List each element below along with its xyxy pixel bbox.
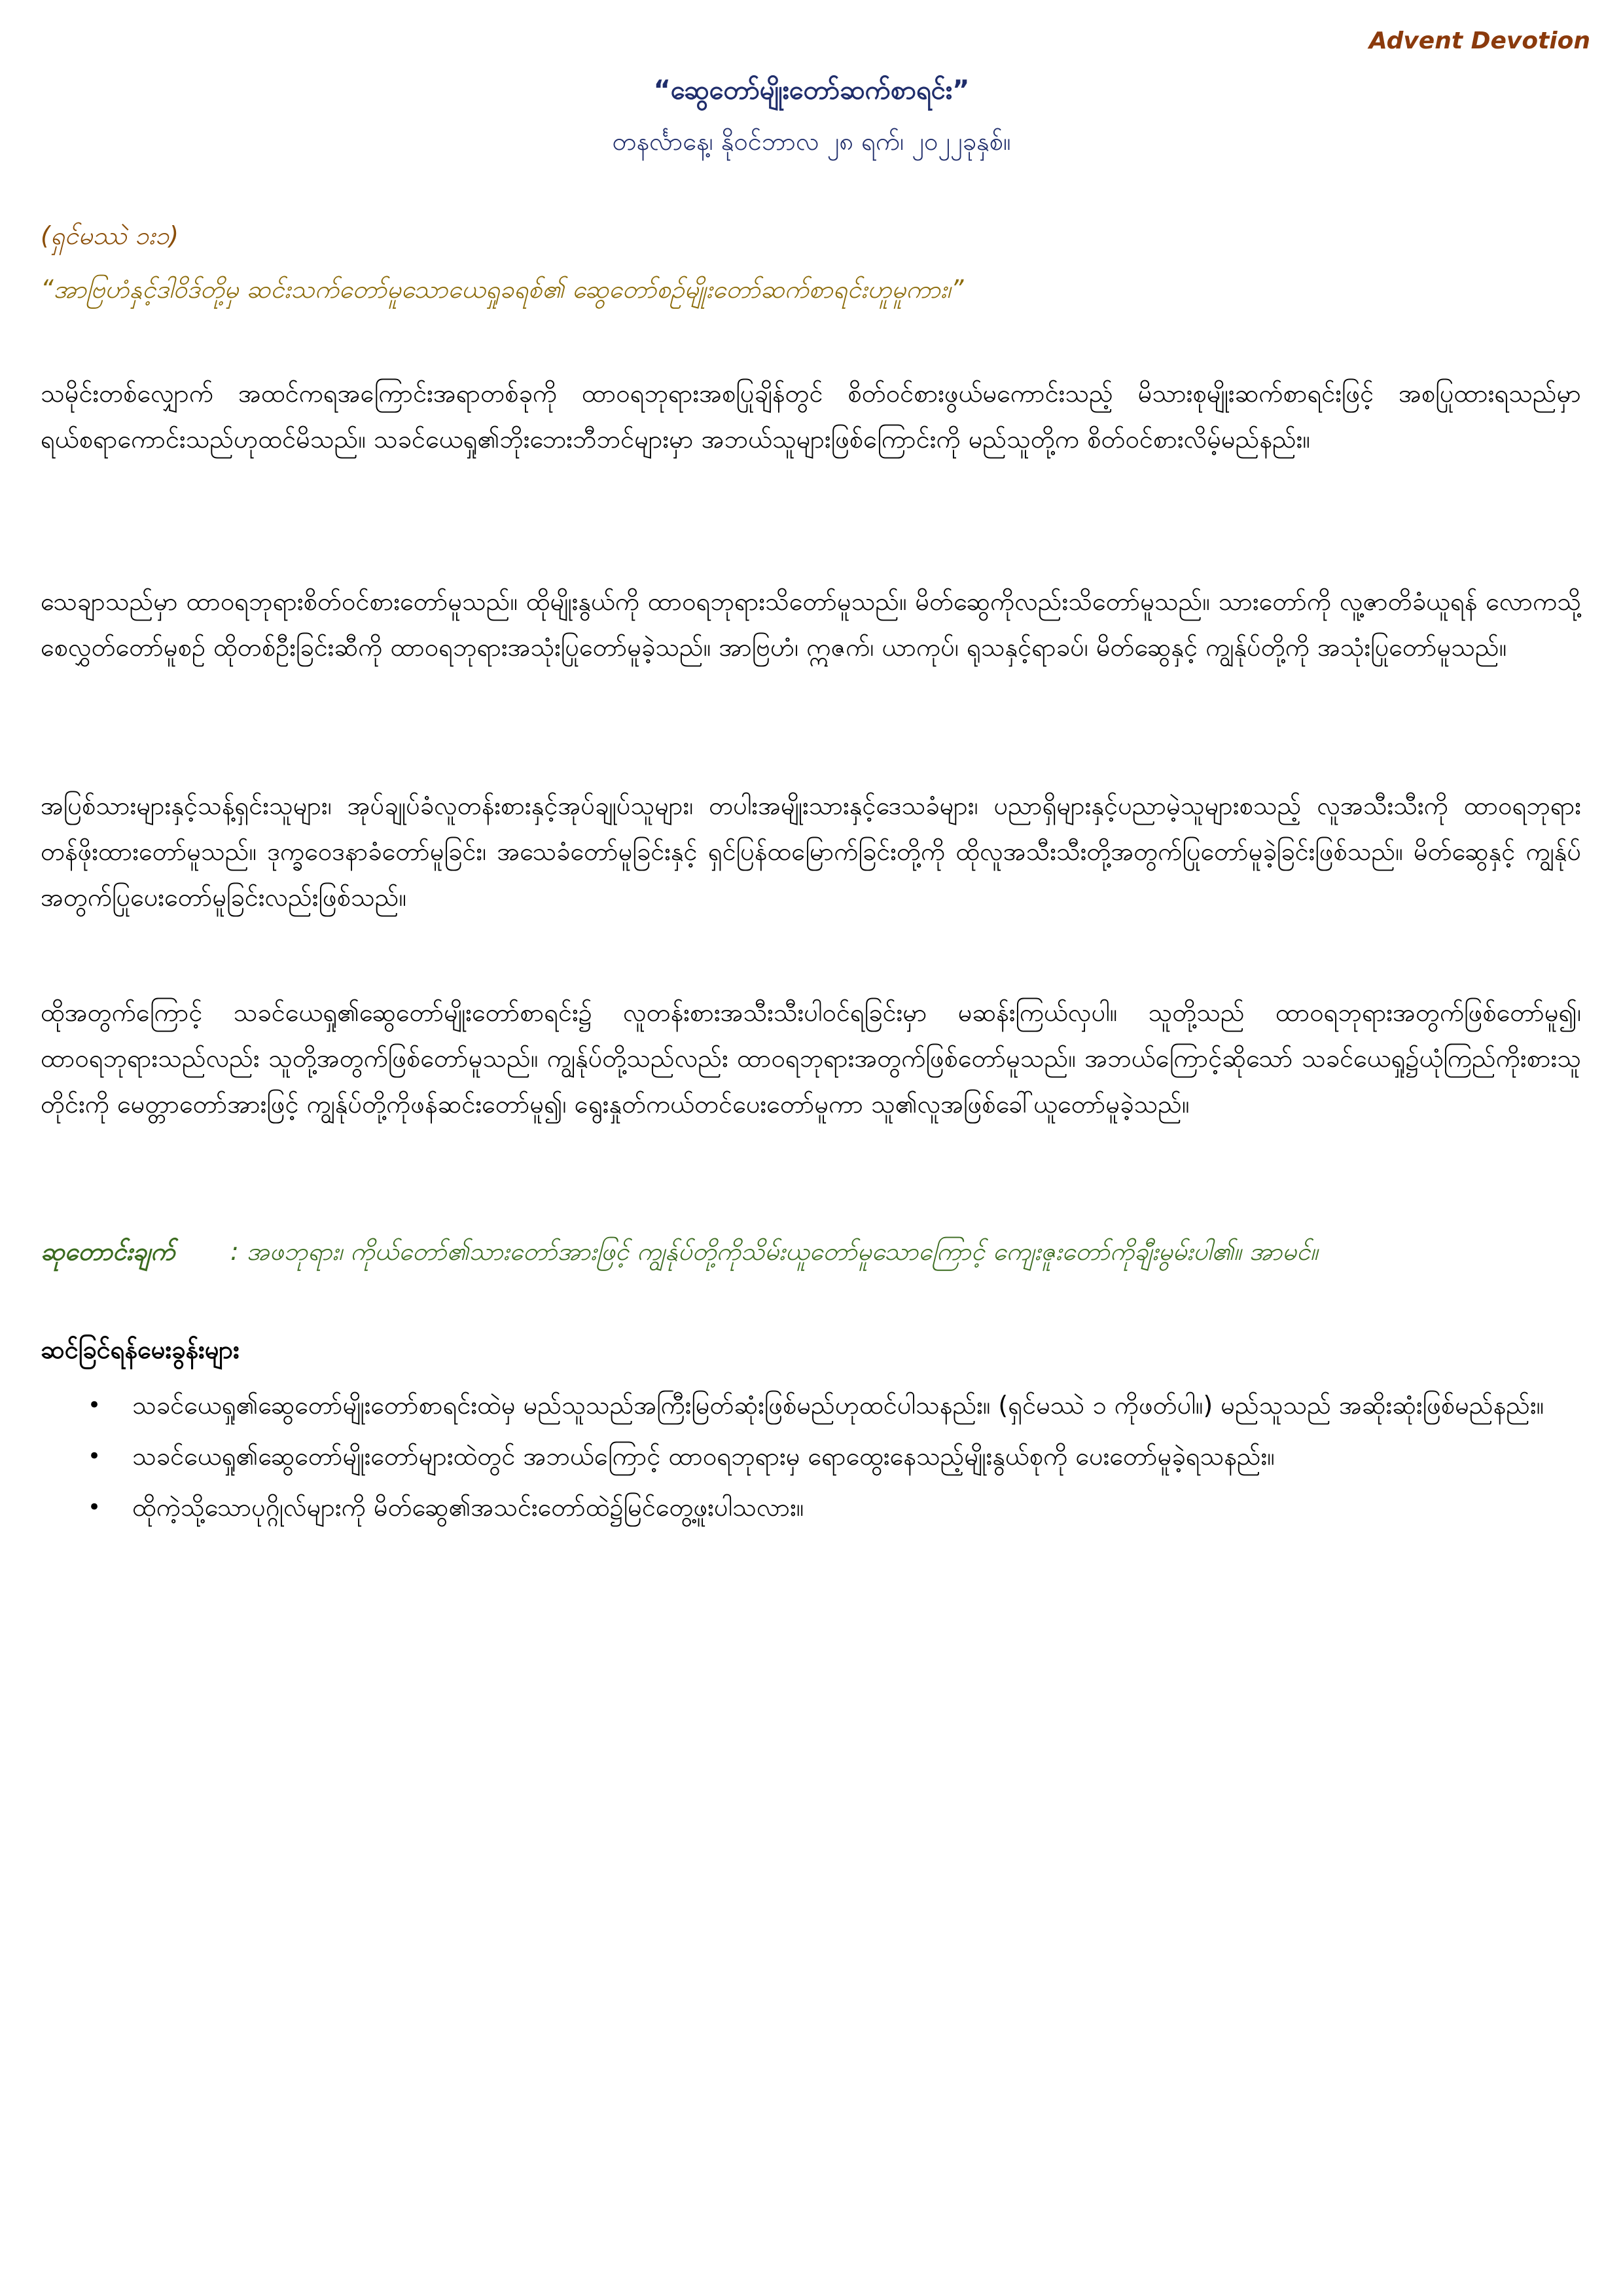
- bullet-icon: •: [88, 1392, 101, 1418]
- prayer-section: [41, 1236, 1581, 1272]
- body-paragraph-3: အပြစ်သားများနှင့်သန့်ရှင်းသူများ၊ အုပ်ချုပ်ခံလူတန်းစားနှင့်အုပ်ချုပ်သူများ၊ တပါးအမျိုးသားနှင့်ဒေသခံများ၊ ပညာရှိများနှင့်ပညာမဲ့သူများစသည့် လူအသီးသီးကို ထာဝရဘုရားတန်ဖိုးထားတော်မူသည်။ ဒုက္ခဝေဒနာခံတော်မူခြင်း၊ အသေခံတော်မူခြင်းနှင့် ရှင်ပြန်ထမြောက်ခြင်းတို့ကို ထိုလူအသီးသီးတို့အတွက်ပြုတော်မူခဲ့ခြင်းဖြစ်သည်။ မိတ်ဆွေနှင့် ကျွန်ုပ်အတွက်ပြုပေးတော်မူခြင်းလည်းဖြစ်သည်။: [41, 791, 1581, 912]
- questions-title: ဆင်ခြင်ရန်မေးခွန်းများ: [41, 1335, 240, 1364]
- bullet-icon: •: [88, 1443, 101, 1469]
- body-paragraph-4: ထိုအတွက်ကြောင့် သခင်ယေရှု၏ဆွေတော်မျိုးတော်စာရင်း၌ လူတန်းစားအသီးသီးပါဝင်ရခြင်းမှာ မဆန်းကြယ်လှပါ။ သူတို့သည် ထာဝရဘုရားအတွက်ဖြစ်တော်မူ၍၊ ထာဝရဘုရားသည်လည်း သူတို့အတွက်ဖြစ်တော်မူသည်။ ကျွန်ုပ်တို့သည်လည်း ထာဝရဘုရားအတွက်ဖြစ်တော်မူသည်။ အဘယ်ကြောင့်ဆိုသော် သခင်ယေရှု၌ယုံကြည်ကိုးစားသူတိုင်းကို မေတ္တာတော်အားဖြင့် ကျွန်ုပ်တို့ကိုဖန်ဆင်းတော်မူ၍၊ ရွေးနှုတ်ကယ်တင်ပေးတော်မူကာ သူ၏လူအဖြစ်ခေါ်ယူတော်မူခဲ့သည်။: [41, 998, 1581, 1119]
- scripture-verse: “အာဗြဟံနှင့်ဒါဝိဒ်တို့မှ ဆင်းသက်တော်မူသောယေရှုခရစ်၏ ဆွေတော်စဉ်မျိုးတော်ဆက်စာရင်းဟူမူကား၊”: [41, 275, 964, 304]
- question-item: [41, 1484, 1581, 1530]
- bullet-icon: •: [88, 1494, 101, 1520]
- question-item: [41, 1382, 1581, 1428]
- questions-list: [41, 1382, 1581, 1535]
- question-text: ထိုကဲ့သို့သောပုဂ္ဂိုလ်များကို မိတ်ဆွေ၏အသင်းတော်ထဲ၌မြင်တွေ့ဖူးပါသလား။: [132, 1493, 804, 1522]
- body-paragraph-1: သမိုင်းတစ်လျှောက် အထင်ကရအကြောင်းအရာတစ်ခုကို ထာဝရဘုရားအစပြုချိန်တွင် စိတ်ဝင်စားဖွယ်မကောင်းသည့် မိသားစုမျိုးဆက်စာရင်းဖြင့် အစပြုထားရသည်မှာ ရယ်စရာကောင်းသည်ဟုထင်မိသည်။ သခင်ယေရှု၏ဘိုးဘေးဘီဘင်များမှာ အဘယ်သူများဖြစ်ကြောင်းကို မည်သူတို့က စိတ်ဝင်စားလိမ့်မည်နည်း။: [41, 379, 1581, 454]
- question-text: သခင်ယေရှု၏ဆွေတော်မျိုးတော်များထဲတွင် အဘယ်ကြောင့် ထာဝရဘုရားမှ ရောထွေးနေသည့်မျိုးနွယ်စုကို ပေးတော်မူခဲ့ရသနည်း။: [132, 1442, 1275, 1471]
- page-title: “ဆွေတော်မျိုးတော်ဆက်စာရင်း”: [653, 75, 970, 105]
- question-item: [41, 1433, 1581, 1479]
- page-date: တနင်္လာနေ့၊ နိုဝင်ဘာလ ၂၈ ရက်၊ ၂၀၂၂ခုနှစ်။: [612, 127, 1011, 156]
- prayer-text: : အဖဘုရား၊ ကိုယ်တော်၏သားတော်အားဖြင့် ကျွန်ုပ်တို့ကိုသိမ်းယူတော်မူသောကြောင့် ကျေးဇူးတော်ကိုချီးမွမ်းပါ၏။ အာမင်။: [230, 1237, 1318, 1266]
- scripture-reference: (ရှင်မဿဲ ၁း၁): [41, 221, 179, 250]
- header-tag: Advent Devotion: [1368, 27, 1590, 54]
- question-text: သခင်ယေရှု၏ဆွေတော်မျိုးတော်စာရင်းထဲမှ မည်သူသည်အကြီးမြတ်ဆုံးဖြစ်မည်ဟုထင်ပါသနည်း။ (ရှင်မဿဲ ၁ ကိုဖတ်ပါ။) မည်သူသည် အဆိုးဆုံးဖြစ်မည်နည်း။: [132, 1391, 1544, 1420]
- body-paragraph-2: သေချာသည်မှာ ထာဝရဘုရားစိတ်ဝင်စားတော်မူသည်။ ထိုမျိုးနွယ်ကို ထာဝရဘုရားသိတော်မူသည်။ မိတ်ဆွေကိုလည်းသိတော်မူသည်။ သားတော်ကို လူ့ဇာတိခံယူရန် လောကသို့စေလွှတ်တော်မူစဉ် ထိုတစ်ဦးခြင်းဆီကို ထာဝရဘုရားအသုံးပြုတော်မူခဲ့သည်။ အာဗြဟံ၊ ဣဇက်၊ ယာကုပ်၊ ရုသနှင့်ရာခပ်၊ မိတ်ဆွေနှင့် ကျွန်ုပ်တို့ကို အသုံးပြုတော်မူသည်။: [41, 587, 1581, 662]
- prayer-label: ဆုတောင်းချက်: [41, 1237, 175, 1266]
